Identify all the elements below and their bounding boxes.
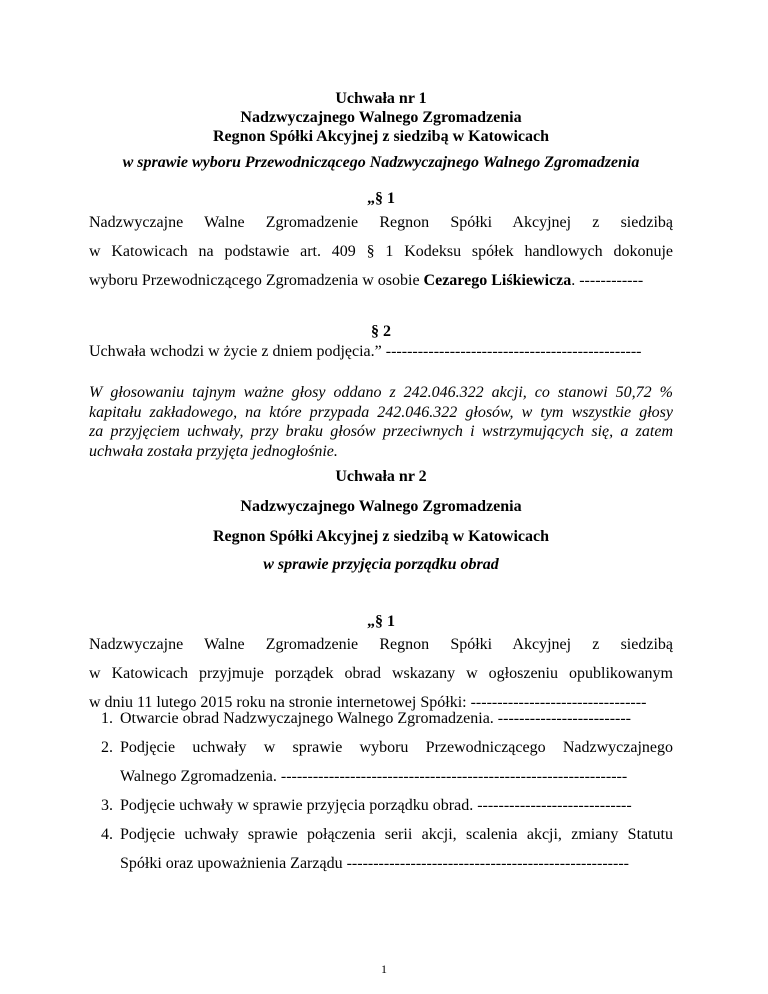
resolution-1-section-1-text <box>89 208 673 295</box>
text-line: W głosowaniu tajnym ważne głosy oddano z 242.046.322 akcji, co stanowi 50,72 % <box>89 384 673 401</box>
resolution-1-subject: w sprawie wyboru Przewodniczącego Nadzwyczajnego Walnego Zgromadzenia <box>122 154 640 171</box>
agenda-item-text: Podjęcie uchwały w sprawie przyjęcia porządku obrad. ----------------------------- <box>120 797 632 814</box>
resolution-2-company: Regnon Spółki Akcyjnej z siedzibą w Katowicach <box>212 528 549 545</box>
text-line: w dniu 11 lutego 2015 roku na stronie internetowej Spółki: --------------------------------- <box>89 694 647 711</box>
agenda-item <box>89 791 673 820</box>
resolution-2-number: Uchwała nr 2 <box>335 468 427 485</box>
agenda-item <box>89 733 673 791</box>
resolution-1-title <box>89 89 673 146</box>
agenda-item <box>89 704 673 733</box>
text-line: Nadzwyczajne Walne Zgromadzenie Regnon Spółki Akcyjnej z siedzibą <box>89 214 673 231</box>
text-line: w Katowicach przyjmuje porządek obrad wskazany w ogłoszeniu opublikowanym <box>89 665 673 682</box>
text-line: za przyjęciem uchwały, przy braku głosów przeciwnych i wstrzymujących się, a zatem <box>89 423 673 440</box>
resolution-2-subject: w sprawie przyjęcia porządku obrad <box>263 556 499 573</box>
agenda-item-number: 1. <box>101 710 113 727</box>
resolution-2-body-name: Nadzwyczajnego Walnego Zgromadzenia <box>240 498 522 515</box>
agenda-list <box>89 704 673 878</box>
resolution-1-company: Regnon Spółki Akcyjnej z siedzibą w Katowicach <box>212 128 549 145</box>
chairman-name: Cezarego Liśkiewicza <box>423 272 572 289</box>
agenda-item-text: Podjęcie uchwały sprawie połączenia serii akcji, scalenia akcji, zmiany Statutu <box>120 826 673 843</box>
agenda-item-number: 2. <box>101 739 113 756</box>
resolution-1-vote-result <box>89 383 673 461</box>
resolution-1-section-2-text: Uchwała wchodzi w życie z dniem podjęcia.” ------------------------------------------------ <box>89 343 642 360</box>
resolution-1-section-1-heading: „§ 1 <box>367 190 395 207</box>
text-line: wyboru Przewodniczącego Zgromadzenia w osobie Cezarego Liśkiewicza. ------------ <box>89 272 644 289</box>
agenda-item-text: Podjęcie uchwały w sprawie wyboru Przewodniczącego Nadzwyczajnego <box>120 739 673 756</box>
agenda-item-text: Otwarcie obrad Nadzwyczajnego Walnego Zgromadzenia. ------------------------- <box>120 710 632 727</box>
resolution-1-section-2-heading: § 2 <box>371 323 391 340</box>
agenda-item <box>89 820 673 878</box>
text-line: w Katowicach na podstawie art. 409 § 1 Kodeksu spółek handlowych dokonuje <box>89 243 673 260</box>
agenda-item-text: Spółki oraz upoważnienia Zarządu ----------------------------------------------------- <box>120 855 629 872</box>
agenda-item-number: 4. <box>101 826 113 843</box>
agenda-item-text: Walnego Zgromadzenia. ----------------------------------------------------------------- <box>120 768 628 785</box>
text-line: Nadzwyczajne Walne Zgromadzenie Regnon Spółki Akcyjnej z siedzibą <box>89 636 673 653</box>
text-line: uchwała została przyjęta jednogłośnie. <box>89 442 338 460</box>
page-number: 1 <box>381 962 387 976</box>
resolution-2-section-1-heading: „§ 1 <box>367 613 395 630</box>
resolution-1-body-name: Nadzwyczajnego Walnego Zgromadzenia <box>240 109 522 126</box>
agenda-item-number: 3. <box>101 797 113 814</box>
resolution-1-number: Uchwała nr 1 <box>335 90 427 107</box>
text-line: kapitału zakładowego, na które przypada 242.046.322 głosów, w tym wszystkie głosy <box>89 403 673 421</box>
